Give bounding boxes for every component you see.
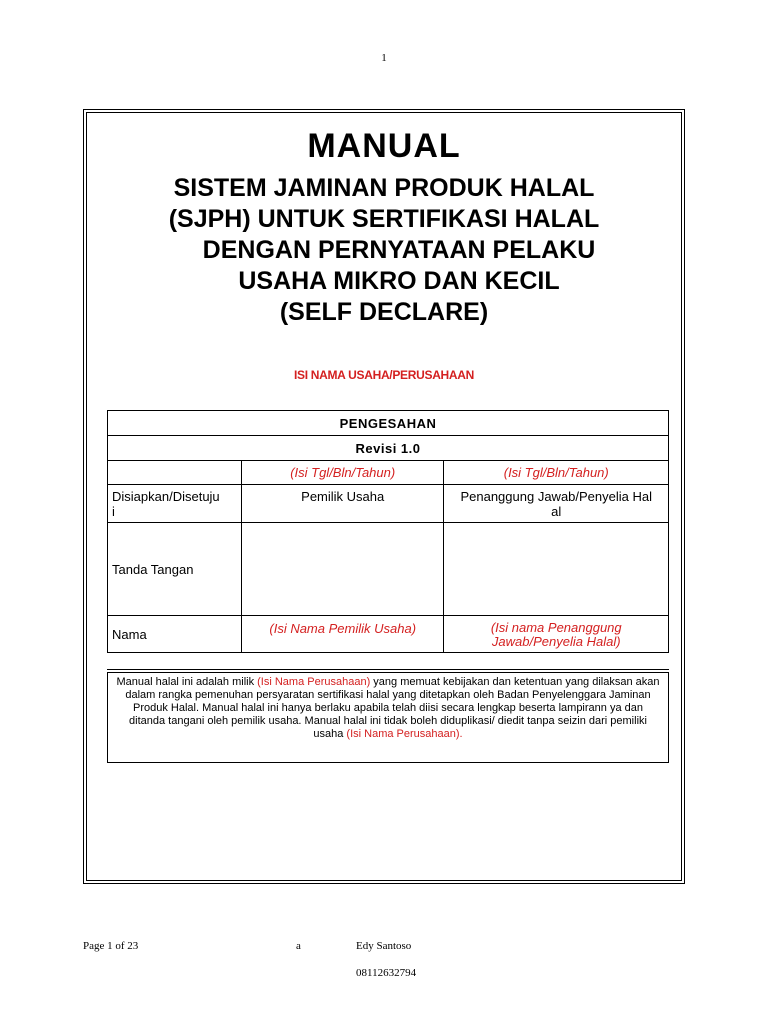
signature-label: Tanda Tangan bbox=[108, 523, 242, 616]
name-label: Nama bbox=[108, 616, 242, 653]
prepared-approved-label-line-2: i bbox=[112, 504, 115, 519]
supervisor-label bbox=[444, 485, 669, 523]
page-number: 1 bbox=[381, 52, 387, 64]
notice-text-2: yang memuat kebijakan dan ketentuan yang dilaksan akan dalam rangka pemenuhan persyaratan sertifikasi halal yang ditetapkan oleh Badan Penyelenggara Jaminan Produk Halal. Manual halal ini hanya berlaku apabila telah diisi secara lengkap beserta lampirann ya dan ditanda tangani oleh pemilik usaha. Manual halal ini tidak boleh diduplikasi/ diedit tanpa seizin dari pemiliki usaha bbox=[125, 676, 660, 740]
subtitle-line-2: (SJPH) UNTUK SERTIFIKASI HALAL bbox=[168, 205, 600, 233]
supervisor-label-line-1: Penanggung Jawab/Penyelia Hal bbox=[460, 489, 652, 504]
company-name-placeholder: ISI NAMA USAHA/PERUSAHAAN bbox=[293, 368, 475, 382]
approval-table bbox=[107, 410, 669, 653]
footer-author: Edy Santoso bbox=[356, 940, 412, 952]
supervisor-name-placeholder-line-1: (Isi nama Penanggung bbox=[490, 620, 622, 635]
owner-label: Pemilik Usaha bbox=[241, 485, 444, 523]
owner-signature-cell bbox=[241, 523, 444, 616]
subtitle-line-5: (SELF DECLARE) bbox=[279, 298, 489, 326]
notice-text-1: Manual halal ini adalah milik bbox=[116, 676, 258, 688]
date-placeholder-owner: (Isi Tgl/Bln/Tahun) bbox=[241, 461, 444, 485]
supervisor-label-line-2: al bbox=[551, 504, 562, 519]
owner-name-placeholder: (Isi Nama Pemilik Usaha) bbox=[241, 616, 444, 653]
supervisor-name-placeholder bbox=[444, 616, 669, 653]
prepared-approved-label bbox=[108, 485, 242, 523]
date-placeholder-supervisor: (Isi Tgl/Bln/Tahun) bbox=[444, 461, 669, 485]
subtitle-line-1: SISTEM JAMINAN PRODUK HALAL bbox=[173, 174, 595, 202]
date-row-blank bbox=[108, 461, 242, 485]
notice-company-placeholder-1: (Isi Nama Perusahaan) bbox=[257, 676, 371, 688]
subtitle-line-3: DENGAN PERNYATAAN PELAKU bbox=[202, 236, 596, 264]
notice-company-placeholder-2: (Isi Nama Perusahaan). bbox=[346, 728, 463, 740]
footer-phone: 08112632794 bbox=[356, 967, 417, 979]
notice-top-rule bbox=[107, 669, 669, 671]
revision-label: Revisi 1.0 bbox=[108, 436, 669, 461]
footer-page-info: Page 1 of 23 bbox=[83, 940, 139, 952]
approval-header: PENGESAHAN bbox=[108, 411, 669, 436]
ownership-notice bbox=[107, 672, 669, 763]
footer-marker: a bbox=[296, 940, 301, 952]
subtitle-line-4: USAHA MIKRO DAN KECIL bbox=[238, 267, 560, 295]
supervisor-signature-cell bbox=[444, 523, 669, 616]
prepared-approved-label-line-1: Disiapkan/Disetuju bbox=[112, 489, 220, 504]
supervisor-name-placeholder-line-2: Jawab/Penyelia Halal) bbox=[491, 634, 621, 649]
document-title: MANUAL bbox=[307, 127, 461, 165]
